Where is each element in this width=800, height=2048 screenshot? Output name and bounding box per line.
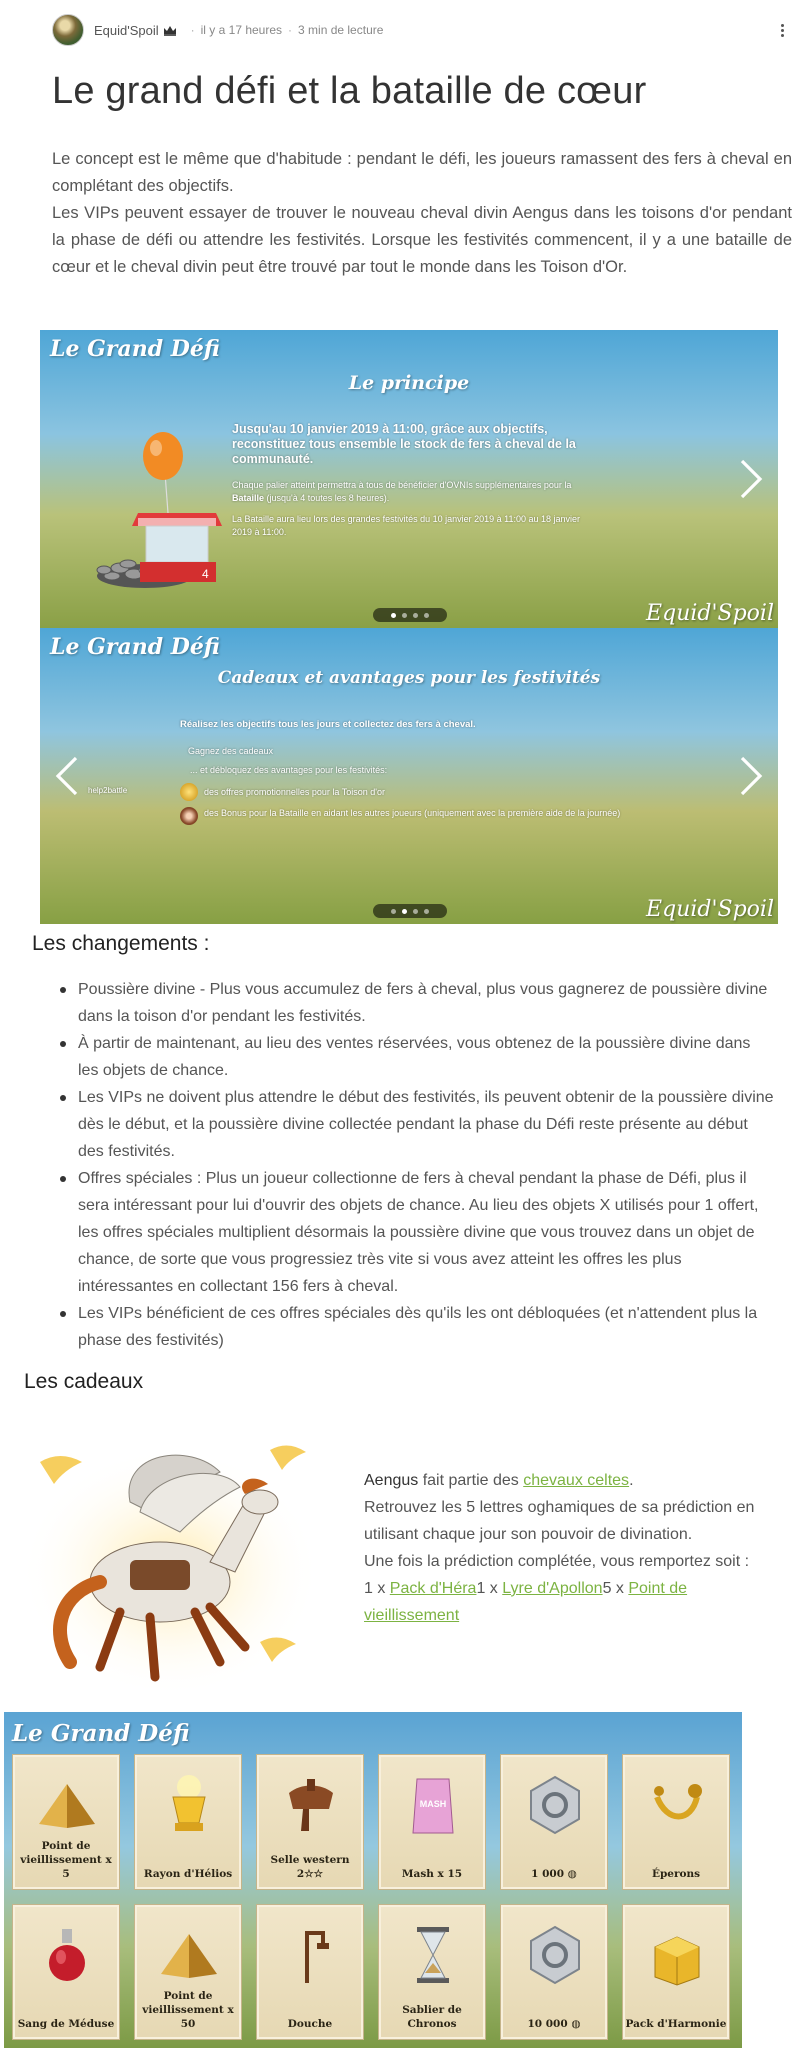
slide-brand: Le Grand Défi: [50, 336, 220, 362]
reward-label: Rayon d'Hélios: [143, 1868, 233, 1880]
slide2-intro: Réalisez les objectifs tous les jours et collectez des fers à cheval.: [180, 719, 476, 730]
crown-icon: [163, 25, 177, 36]
list-item: Les VIPs bénéficient de ces offres spéciales dès qu'ils les ont débloquées (et n'attendent plus la phase des festivités): [60, 1300, 774, 1354]
reward-label: 10 000 ◍: [527, 2018, 581, 2030]
benefit-row: [180, 783, 680, 801]
slide-cadeaux: [40, 628, 778, 924]
slide1-bold-text: Jusqu'au 10 janvier 2019 à 11:00, grâce aux objectifs, reconstituez tous ensemble le stock de fers à cheval de la communauté.: [232, 422, 576, 466]
author-name[interactable]: Equid'Spoil: [94, 22, 159, 38]
gift-options: 1 x Pack d'Héra1 x Lyre d'Apollon5 x Point de vieillissement: [364, 1580, 688, 1624]
changes-title: Les changements :: [32, 932, 210, 955]
reward-card: [12, 1754, 120, 1890]
slide1-text1: Chaque palier atteint permettra à tous de bénéficier d'OVNIs supplémentaires pour la Bataille (jusqu'à 4 toutes les 8 heures).: [232, 480, 572, 503]
changes-list: [60, 976, 774, 1354]
bonus-icon: [180, 807, 198, 825]
gifts-title: Les cadeaux: [24, 1370, 144, 1393]
horse-name: Aengus: [364, 1472, 419, 1489]
reward-label: Mash x 15: [401, 1868, 463, 1880]
reward-card: [256, 1754, 364, 1890]
reward-card: [256, 1904, 364, 2040]
pyramid-icon: [37, 1773, 97, 1837]
meta-separator: ·: [190, 23, 195, 37]
gift-machine-illustration: [90, 418, 240, 593]
slide1-text: [232, 422, 592, 539]
benefit-1: des offres promotionnelles pour la Toison d'or: [204, 786, 385, 797]
reward-card: [378, 1904, 486, 2040]
reward-label: Sang de Méduse: [17, 2018, 115, 2030]
gift-line2: Retrouvez les 5 lettres oghamiques de sa prédiction en utilisant chaque jour son pouvoir de divination.: [364, 1499, 755, 1543]
helios-ray-icon: [159, 1773, 219, 1837]
list-item: Les VIPs ne doivent plus attendre le début des festivités, ils peuvent obtenir de la poussière divine dès le début, et la poussière divine collectée pendant la phase du Défi reste présente au début des festivités.: [60, 1084, 774, 1165]
reward-label: Sablier de Chronos: [402, 2004, 462, 2030]
meta-separator: ·: [288, 23, 293, 37]
equus-coin-icon: [525, 1923, 585, 1987]
meta-info: [185, 23, 384, 37]
slide-logo: Equid'Spoil: [646, 897, 774, 922]
mash-label: MASH: [419, 1799, 447, 1809]
reward-label: Selle western 2☆☆: [270, 1854, 350, 1880]
intro-text: [52, 146, 792, 281]
slide-pagination[interactable]: [373, 608, 447, 622]
help2battle-placeholder: help2battle: [88, 786, 128, 795]
intro-paragraph: Le concept est le même que d'habitude : pendant le défi, les joueurs ramassent des fers à cheval en complétant des objectifs.: [52, 150, 792, 195]
slide-logo: Equid'Spoil: [646, 601, 774, 626]
link-chevaux-celtes[interactable]: chevaux celtes: [523, 1472, 630, 1489]
slide-heading: Cadeaux et avantages pour les festivités: [217, 668, 601, 688]
link-pack-hera[interactable]: Pack d'Héra: [389, 1580, 477, 1597]
aengus-horse-image: [20, 1432, 330, 1702]
prev-slide-arrow[interactable]: [54, 754, 82, 798]
reward-card: [622, 1754, 730, 1890]
post-time: il y a 17 heures: [200, 23, 283, 37]
next-slide-arrow[interactable]: [736, 754, 764, 798]
medusa-blood-icon: [37, 1923, 97, 1987]
next-slide-arrow[interactable]: [736, 457, 764, 501]
benefit-2: des Bonus pour la Bataille en aidant les autres joueurs (uniquement avec la première aide de la journée): [204, 808, 621, 818]
reward-label: Douche: [287, 2018, 333, 2030]
benefit-row: [180, 807, 680, 825]
reward-card: [134, 1904, 242, 2040]
slide-pagination[interactable]: [373, 904, 447, 918]
slide1-text2: La Bataille aura lieu lors des grandes festivités du 10 janvier 2019 à 11:00 au 18 janvier 2019 à 11:00.: [232, 514, 581, 537]
reward-card: [378, 1754, 486, 1890]
reward-card: [500, 1754, 608, 1890]
intro-paragraph: Les VIPs peuvent essayer de trouver le nouveau cheval divin Aengus dans les toisons d'or pendant la phase de défi ou attendre les festivités. Lorsque les festivités commencent, il y a une bataille de cœur et le cheval divin peut être trouvé par tout le monde dans les Toison d'Or.: [52, 204, 792, 276]
spurs-icon: [647, 1773, 707, 1837]
reward-card: [134, 1754, 242, 1890]
gift-line3: Une fois la prédiction complétée, vous remportez soit :: [364, 1553, 750, 1570]
rewards-board: [4, 1712, 742, 2048]
harmony-pack-icon: [647, 1923, 707, 1987]
list-item: À partir de maintenant, au lieu des ventes réservées, vous obtenez de la poussière divine dans les objets de chance.: [60, 1030, 774, 1084]
gift-description: [364, 1467, 774, 1629]
mash-bag-icon: [403, 1773, 463, 1837]
board-brand: Le Grand Défi: [12, 1720, 190, 1747]
link-point-vieillissement[interactable]: Point de vieillissement: [364, 1580, 688, 1624]
more-options-icon[interactable]: [772, 20, 792, 40]
slide2-line1: Gagnez des cadeaux: [188, 746, 274, 756]
slide-principe: [40, 330, 778, 628]
post-title: Le grand défi et la bataille de cœur: [52, 70, 647, 112]
pyramid-icon: [159, 1923, 219, 1987]
slide-heading: Le principe: [348, 372, 470, 394]
author-avatar[interactable]: [52, 14, 84, 46]
read-time: 3 min de lecture: [298, 23, 384, 37]
equus-coin-icon: [525, 1773, 585, 1837]
reward-card: [12, 1904, 120, 2040]
reward-label: Point de vieillissement x 5: [20, 1840, 112, 1880]
gift-line1: Aengus fait partie des chevaux celtes.: [364, 1472, 634, 1489]
list-item: Poussière divine - Plus vous accumulez de fers à cheval, plus vous gagnerez de poussière divine dans la toison d'or pendant les festivités.: [60, 976, 774, 1030]
reward-label: Point de vieillissement x 50: [142, 1990, 234, 2030]
reward-card: [622, 1904, 730, 2040]
reward-label: 1 000 ◍: [531, 1868, 577, 1880]
slide2-text: [180, 718, 680, 825]
list-item: Offres spéciales : Plus un joueur collectionne de fers à cheval pendant la phase de Défi, plus il sera intéressant pour lui d'ouvrir des objets de chance. Au lieu des objets X utilisés pour 1 offert, les offres spéciales multiplient désormais la poussière divine que vous trouvez dans un objet de chance, de sorte que vous progressiez très vite si vous avez atteint les offres les plus intéressantes en collectant 156 fers à cheval.: [60, 1165, 774, 1300]
hourglass-icon: [403, 1923, 463, 1987]
reward-label: Éperons: [651, 1868, 701, 1880]
reward-label: Pack d'Harmonie: [625, 2018, 727, 2030]
slide2-line2: ... et débloquez des avantages pour les festivités:: [190, 765, 388, 775]
reward-card: [500, 1904, 608, 2040]
link-lyre-apollon[interactable]: Lyre d'Apollon: [502, 1580, 603, 1597]
post-header: [52, 14, 792, 46]
machine-number: 4: [202, 567, 209, 581]
slide-brand: Le Grand Défi: [50, 634, 220, 660]
western-saddle-icon: [281, 1773, 341, 1837]
gold-fleece-icon: [180, 783, 198, 801]
shower-icon: [281, 1923, 341, 1987]
